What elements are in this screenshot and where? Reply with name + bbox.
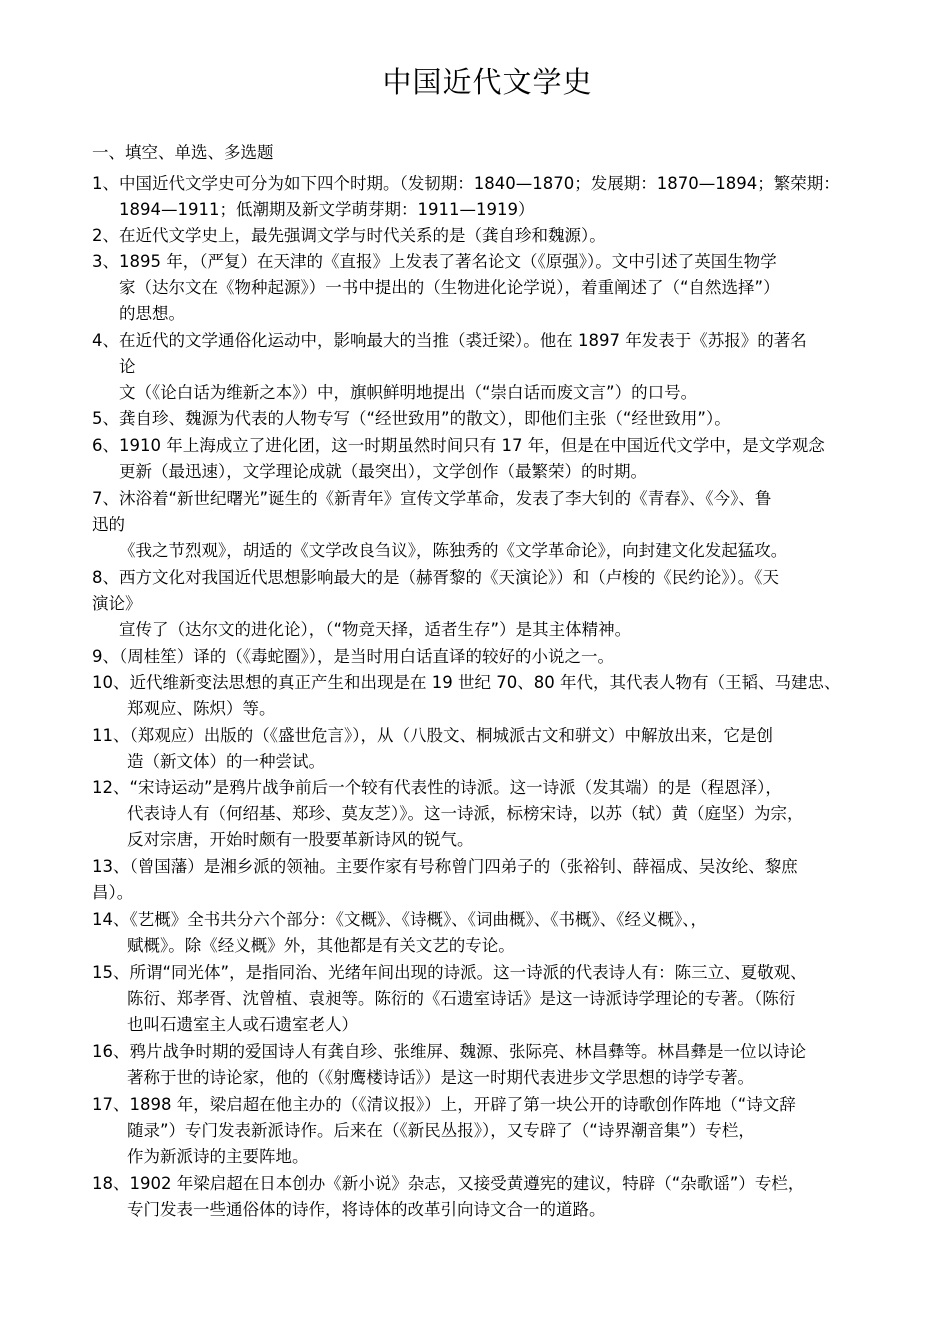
text-line: 文（《论白话为维新之本》）中，旗帜鲜明地提出（“崇白话而废文言”）的口号。 — [119, 383, 698, 402]
text-line: 16、鸦片战争时期的爱国诗人有龚自珍、张维屏、魏源、张际亮、林昌彝等。林昌彝是一位以诗论 — [92, 1042, 806, 1061]
text-line: 著称于世的诗论家，他的（《射鹰楼诗话》）是这一时期代表进步文学思想的诗学专著。 — [127, 1068, 754, 1087]
text-line: 赋概》。除《经义概》外，其他都是有关文艺的专论。 — [127, 936, 515, 955]
text-line: 迅的 — [92, 515, 125, 534]
text-line: 《我之节烈观》，胡适的《文学改良刍议》，陈独秀的《文学革命论》，向封建文化发起猛攻。 — [119, 541, 788, 560]
text-line: 9、（周桂笙）译的（《毒蛇圈》），是当时用白话直译的较好的小说之一。 — [92, 647, 614, 666]
text-line: 15、所谓“同光体”，是指同治、光绪年间出现的诗派。这一诗派的代表诗人有：陈三立、夏敬观、 — [92, 963, 807, 982]
text-line: 12、“宋诗运动”是鸦片战争前后一个较有代表性的诗派。这一诗派（发其端）的是（程恩泽）， — [92, 778, 782, 797]
text-line: 2、在近代文学史上，最先强调文学与时代关系的是（龚自珍和魏源）。 — [92, 226, 606, 245]
text-line: 家（达尔文在《物种起源》）一书中提出的（生物进化论学说），着重阐述了（“自然选择”） — [119, 278, 780, 297]
text-line: 反对宗唐，开始时颇有一股要革新诗风的锐气。 — [127, 830, 474, 849]
section-heading: 一、填空、单选、多选题 — [92, 143, 274, 162]
text-line: 3、1895 年，（严复）在天津的《直报》上发表了著名论文（《原强》）。文中引述了英国生物学 — [92, 252, 777, 271]
text-line: 1、中国近代文学史可分为如下四个时期。（发韧期：1840—1870；发展期：1870—1894；繁荣期： — [92, 174, 840, 193]
text-line: 13、（曾国藩）是湘乡派的领袖。主要作家有号称曾门四弟子的（张裕钊、薛福成、吴汝纶、黎庶 — [92, 857, 798, 876]
text-line: 论 — [119, 357, 136, 376]
text-line: 11、（郑观应）出版的（《盛世危言》），从（八股文、桐城派古文和骈文）中解放出来，它是创 — [92, 726, 773, 745]
text-line: 4、在近代的文学通俗化运动中，影响最大的当推（裘迁梁）。他在 1897 年发表于《苏报》的著名 — [92, 331, 807, 350]
text-line: 的思想。 — [119, 304, 185, 323]
text-line: 14、《艺概》全书共分六个部分：《文概》、《诗概》、《词曲概》、《书概》、《经义概》、， — [92, 910, 707, 929]
text-line: 1894—1911；低潮期及新文学萌芽期：1911—1919） — [119, 200, 535, 219]
text-line: 昌）。 — [92, 883, 134, 902]
text-line: 7、沐浴着“新世纪曙光”诞生的《新青年》宣传文学革命，发表了李大钊的《青春》、《今》、鲁 — [92, 489, 772, 508]
text-line: 5、龚自珍、魏源为代表的人物专写（“经世致用”的散文），即他们主张（“经世致用”）。 — [92, 409, 731, 428]
text-line: 代表诗人有（何绍基、郑珍、莫友芝）》。这一诗派，标榜宋诗，以苏（轼）黄（庭坚）为宗， — [127, 804, 804, 823]
text-line: 18、1902 年梁启超在日本创办《新小说》杂志，又接受黄遵宪的建议，特辟（“杂歌谣”）专栏， — [92, 1174, 805, 1193]
text-line: 随录”）专门发表新派诗作。后来在（《新民丛报》），又专辟了（“诗界潮音集”）专栏， — [127, 1121, 755, 1140]
text-line: 6、1910 年上海成立了进化团，这一时期虽然时间只有 17 年，但是在中国近代文学中，是文学观念 — [92, 436, 825, 455]
text-line: 也叫石遗室主人或石遗室老人） — [127, 1015, 358, 1034]
text-line: 宣传了（达尔文的进化论），（“物竞天择，适者生存”）是其主体精神。 — [119, 620, 632, 639]
text-line: 17、1898 年，梁启超在他主办的（《清议报》）上，开辟了第一块公开的诗歌创作阵地（“诗文辞 — [92, 1095, 796, 1114]
text-line: 作为新派诗的主要阵地。 — [127, 1147, 309, 1166]
text-line: 10、近代维新变法思想的真正产生和出现是在 19 世纪 70、80 年代，其代表人物有（王韬、马建忠、 — [92, 673, 841, 692]
text-line: 郑观应、陈炽）等。 — [127, 699, 276, 718]
text-line: 8、西方文化对我国近代思想影响最大的是（赫胥黎的《天演论》）和（卢梭的《民约论》）。《天 — [92, 568, 779, 587]
text-line: 更新（最迅速），文学理论成就（最突出），文学创作（最繁荣）的时期。 — [119, 462, 647, 481]
text-line: 演论》 — [92, 594, 142, 613]
text-line: 专门发表一些通俗体的诗作，将诗体的改革引向诗文合一的道路。 — [127, 1200, 606, 1219]
text-line: 造（新文体）的一种尝试。 — [127, 752, 325, 771]
document-title: 中国近代文学史 — [382, 65, 593, 99]
text-line: 陈衍、郑孝胥、沈曾植、袁昶等。陈衍的《石遗室诗话》是这一诗派诗学理论的专著。（陈衍 — [127, 989, 796, 1008]
